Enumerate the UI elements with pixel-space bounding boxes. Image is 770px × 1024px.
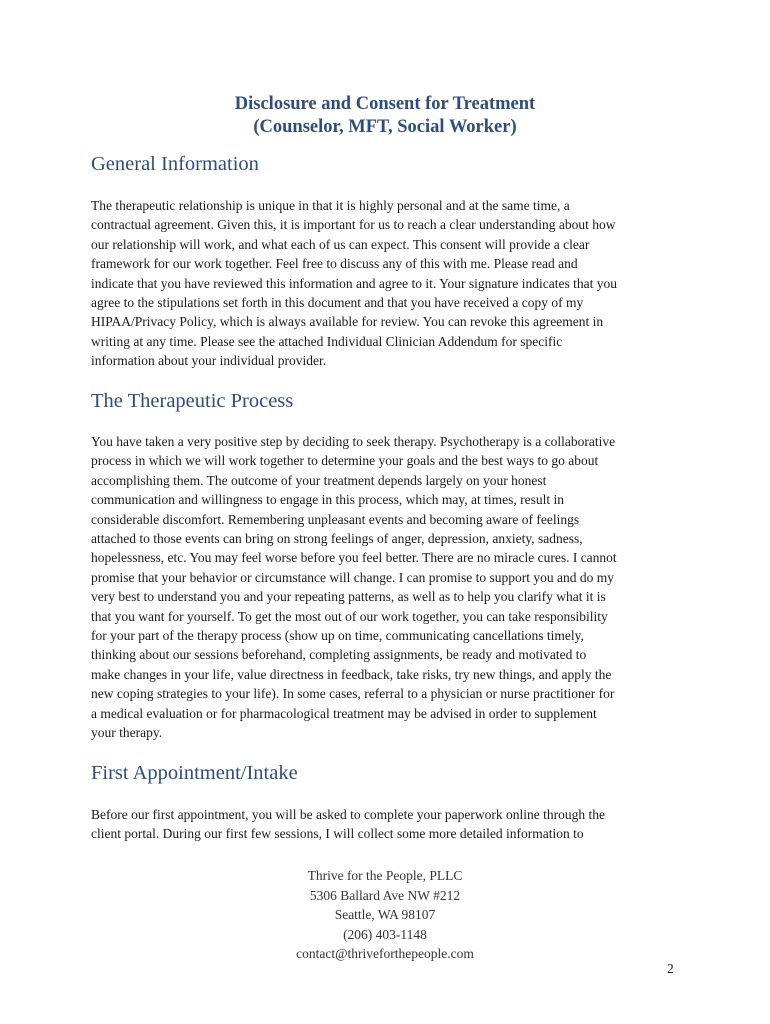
footer-address-city: Seattle, WA 98107 xyxy=(334,907,436,923)
text-line: indicate that you have reviewed this information and agree to it. Your signature indicates that you xyxy=(91,275,617,291)
text-line: writing at any time. Please see the attached Individual Clinician Addendum for specific xyxy=(91,333,563,349)
text-line: a medical evaluation or for pharmacological treatment may be advised in order to supplement xyxy=(91,705,597,721)
text-line: agree to the stipulations set forth in this document and that you have received a copy of my xyxy=(91,295,584,311)
text-line: accomplishing them. The outcome of your treatment depends largely on your honest xyxy=(91,472,547,488)
text-line: thinking about our sessions beforehand, completing assignments, be ready and motivated to xyxy=(91,647,587,663)
text-line: for your part of the therapy process (show up on time, communicating cancellations timely, xyxy=(91,628,584,644)
text-line: framework for our work together. Feel free to discuss any of this with me. Please read and xyxy=(91,256,578,272)
text-line: hopelessness, etc. You may feel worse before you feel better. There are no miracle cures. I cannot xyxy=(91,550,617,566)
text-line: our relationship will work, and what each of us can expect. This consent will provide a clear xyxy=(91,236,590,252)
paragraph-general-information xyxy=(91,196,691,371)
text-line: client portal. During our first few sessions, I will collect some more detailed information to xyxy=(91,826,584,842)
text-line: that you want for yourself. To get the most out of our work together, you can take responsibility xyxy=(91,608,608,624)
footer-phone: (206) 403-1148 xyxy=(343,926,427,942)
text-line: The therapeutic relationship is unique in that it is highly personal and at the same time, a xyxy=(91,198,570,213)
text-line: communication and willingness to engage in this process, which may, at times, result in xyxy=(91,492,565,508)
text-line: your therapy. xyxy=(91,725,163,741)
text-line: new coping strategies to your life). In some cases, referral to a physician or nurse practitioner for xyxy=(91,686,615,702)
heading-therapeutic-process: The Therapeutic Process xyxy=(91,390,294,412)
page-number: 2 xyxy=(667,961,674,976)
footer-org-name: Thrive for the People, PLLC xyxy=(307,868,463,883)
heading-general-information: General Information xyxy=(91,153,259,175)
text-line: very best to understand you and your repeating patterns, as well as to help you clarify what it is xyxy=(91,589,606,605)
document-title xyxy=(0,93,770,139)
text-line: promise that your behavior or circumstance will change. I can promise to support you and do my xyxy=(91,569,614,585)
text-line: HIPAA/Privacy Policy, which is always available for review. You can revoke this agreement in xyxy=(91,314,604,330)
text-line: process in which we will work together to determine your goals and the best ways to go about xyxy=(91,453,599,469)
text-line: information about your individual provider. xyxy=(91,353,327,369)
footer-address-street: 5306 Ballard Ave NW #212 xyxy=(309,887,461,903)
footer-email: contact@thriveforthepeople.com xyxy=(296,946,474,962)
heading-first-appointment: First Appointment/Intake xyxy=(91,762,298,784)
page-footer xyxy=(0,866,770,964)
paragraph-first-appointment xyxy=(91,805,691,844)
document-title-line1: Disclosure and Consent for Treatment xyxy=(234,94,536,114)
text-line: make changes in your life, value directness in feedback, take risks, try new things, and apply the xyxy=(91,666,612,682)
text-line: contractual agreement. Given this, it is important for us to reach a clear understanding about how xyxy=(91,217,616,233)
document-title-line2: (Counselor, MFT, Social Worker) xyxy=(253,117,517,137)
text-line: Before our first appointment, you will be asked to complete your paperwork online through the xyxy=(91,807,605,822)
paragraph-therapeutic-process xyxy=(91,432,691,743)
text-line: attached to those events can bring on strong feelings of anger, depression, anxiety, sadness, xyxy=(91,531,583,547)
text-line: You have taken a very positive step by deciding to seek therapy. Psychotherapy is a collaborative xyxy=(91,434,616,449)
text-line: considerable discomfort. Remembering unpleasant events and becoming aware of feelings xyxy=(91,511,580,527)
